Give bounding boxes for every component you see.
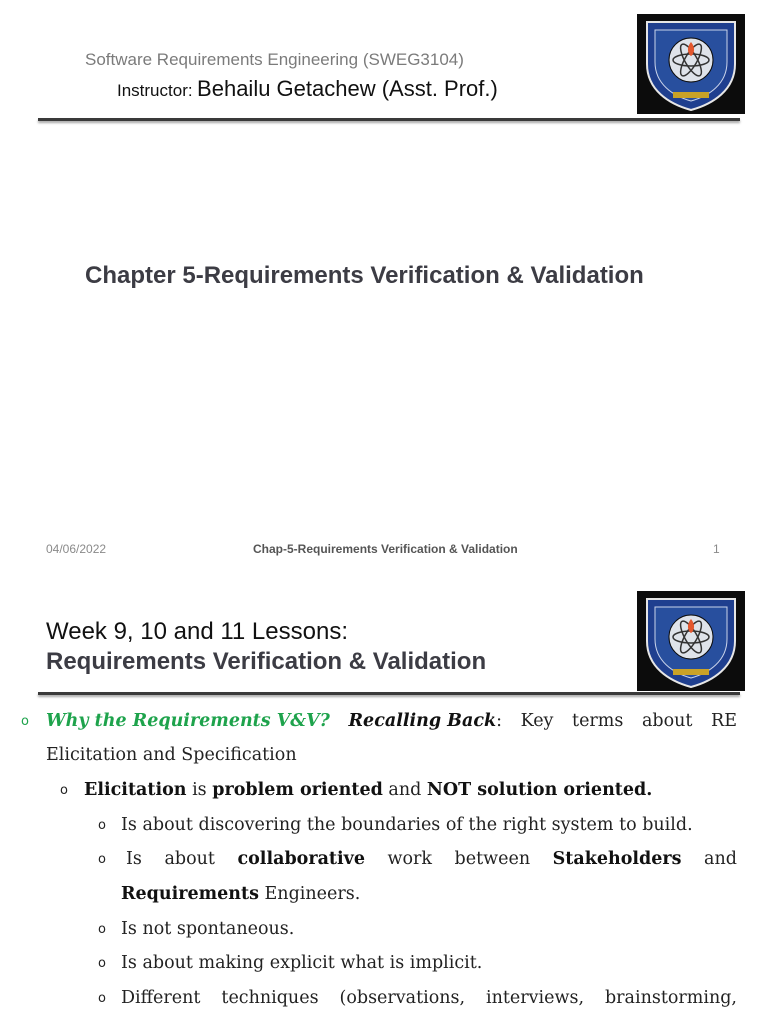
- bullet-icon: o: [98, 922, 106, 937]
- page-number: 1: [713, 542, 720, 556]
- instructor-label: Instructor:: [117, 81, 193, 100]
- university-crest-icon: [639, 16, 743, 112]
- list-item-continuation: Requirements Engineers.: [121, 884, 361, 904]
- list-item: Is about discovering the boundaries of the right system to build.: [121, 815, 693, 835]
- footer-title: Chap-5-Requirements Verification & Validation: [253, 542, 518, 556]
- lesson-heading: Week 9, 10 and 11 Lessons:: [46, 618, 348, 645]
- instructor-name: Behailu Getachew (Asst. Prof.): [197, 76, 498, 101]
- course-title: Software Requirements Engineering (SWEG3104): [85, 50, 464, 69]
- list-item: Is not spontaneous.: [121, 919, 295, 939]
- bullet-icon: o: [98, 852, 106, 867]
- bullet-icon: o: [21, 714, 29, 729]
- recalling-back: Recalling Back: [348, 711, 497, 731]
- instructor-line: [117, 76, 498, 102]
- list-item: Elicitation is problem oriented and NOT solution oriented.: [84, 780, 653, 800]
- bullet-icon: o: [60, 783, 68, 798]
- footer-date: 04/06/2022: [46, 542, 107, 556]
- lesson-subheading: Requirements Verification & Validation: [46, 648, 487, 675]
- chapter-title: Chapter 5-Requirements Verification & Validation: [85, 262, 644, 289]
- slide-2: [0, 578, 768, 1024]
- list-item: Is about making explicit what is implicit.: [121, 953, 483, 973]
- header-rule: [38, 118, 740, 121]
- university-crest-icon: [639, 593, 743, 689]
- list-item: Is about collaborative work between Stakeholders and: [126, 849, 737, 869]
- university-logo: [637, 14, 745, 114]
- header-rule: [38, 692, 740, 695]
- list-item: Different techniques (observations, interviews, brainstorming,: [121, 988, 737, 1008]
- why-heading: Why the Requirements V&V?: [46, 711, 330, 731]
- bullet-icon: o: [98, 818, 106, 833]
- bullet-icon: o: [98, 991, 106, 1006]
- list-item-continuation: Elicitation and Specification: [46, 745, 297, 765]
- bullet-icon: o: [98, 956, 106, 971]
- university-logo: [637, 591, 745, 691]
- list-item: Why the Requirements V&V? Recalling Back: Key terms about RE: [46, 711, 737, 731]
